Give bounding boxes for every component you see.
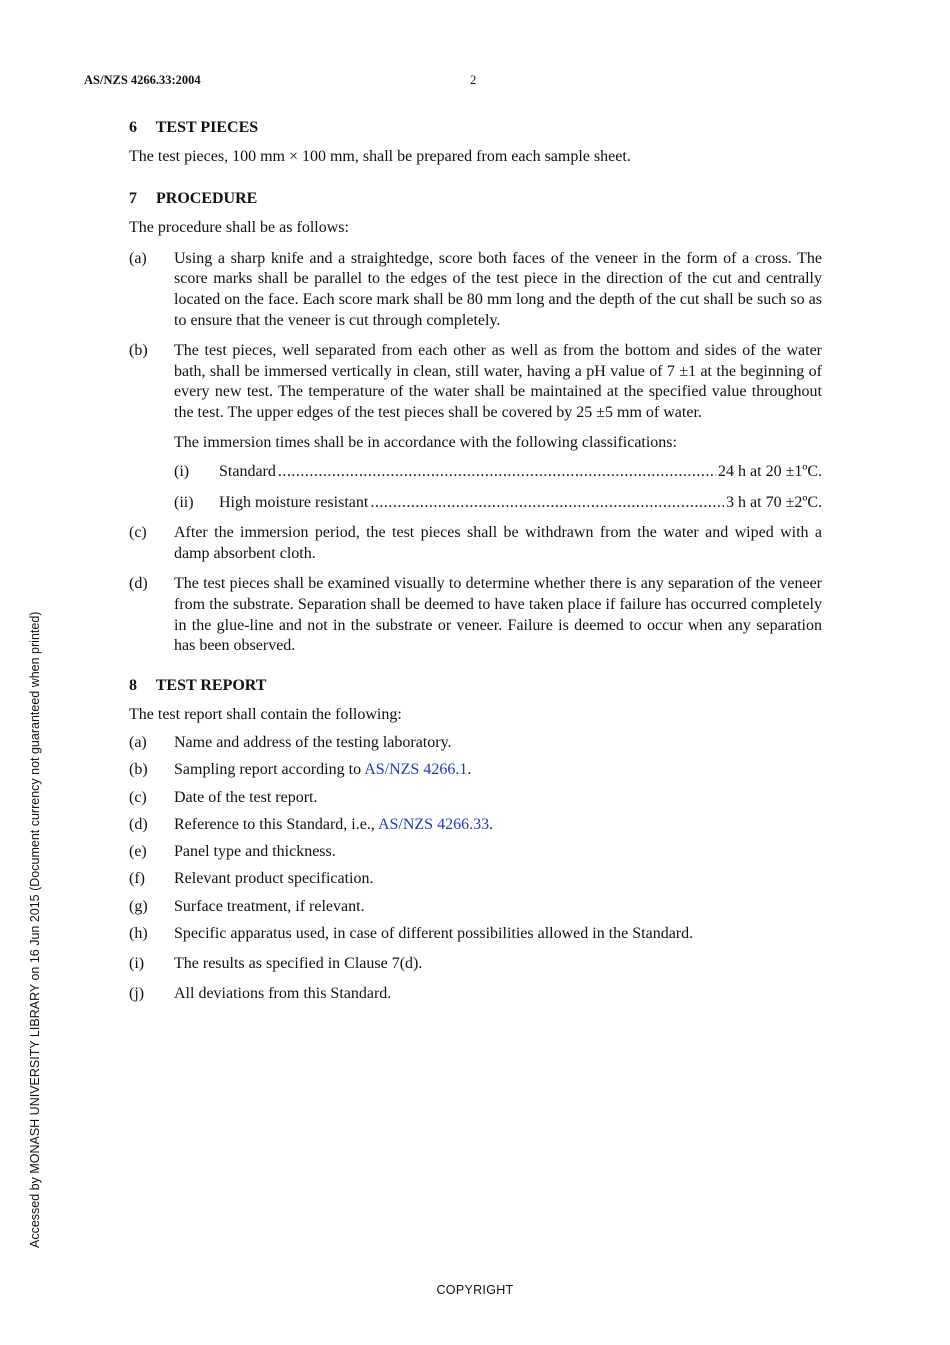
classification-value: 3 h at 70 ±2ºC. <box>726 493 822 511</box>
list-item <box>129 924 822 945</box>
list-item <box>129 815 822 836</box>
item-label: (j) <box>129 984 145 1002</box>
item-label: (h) <box>129 925 148 943</box>
section-procedure <box>129 188 822 657</box>
item-text: Date of the test report. <box>174 788 318 806</box>
item-label: (f) <box>129 870 145 888</box>
section-heading <box>129 675 822 697</box>
section-number: 6 <box>129 119 137 136</box>
item-label: (e) <box>129 843 147 861</box>
item-text: The test pieces shall be examined visually to determine whether there is any separation of the veneer from the substrate. Separation shall be deemed to have taken place if failure has occurred completely in the glue-line and not in the substrate or veneer. Failure is deemed to occur when any separation has been observed. <box>174 574 822 655</box>
classification-name: High moisture resistant <box>219 493 369 511</box>
section-title: TEST REPORT <box>155 677 267 695</box>
classification-label: (i) <box>174 462 190 480</box>
list-item <box>129 842 822 863</box>
section-heading <box>129 188 822 210</box>
page-number: 2 <box>470 73 477 87</box>
list-item <box>129 788 822 809</box>
access-watermark: Accessed by MONASH UNIVERSITY LIBRARY on 16 Jun 2015 (Document currency not guaranteed when printed) <box>28 611 42 1248</box>
item-text: Name and address of the testing laboratory. <box>174 733 452 751</box>
item-text-pre: Reference to this Standard, i.e., <box>174 815 378 833</box>
list-item <box>129 897 822 918</box>
classification-value: 24 h at 20 ±1ºC. <box>718 462 822 480</box>
list-item <box>129 523 822 565</box>
classification-label: (ii) <box>174 493 194 511</box>
section-number: 7 <box>129 189 137 207</box>
item-label: (a) <box>129 249 147 267</box>
item-label: (i) <box>129 954 145 972</box>
list-item <box>129 733 822 754</box>
list-item <box>129 249 822 332</box>
item-text-post: . <box>489 815 494 833</box>
paragraph: The test report shall contain the following: <box>129 706 402 724</box>
item-label: (a) <box>129 733 147 751</box>
list-item <box>129 341 822 424</box>
item-label: (b) <box>129 341 148 359</box>
list-item <box>129 760 822 781</box>
classification-row <box>174 493 822 514</box>
section-number: 8 <box>129 677 137 695</box>
list-item <box>129 574 822 657</box>
classification-list <box>129 462 822 514</box>
paragraph: The test pieces, 100 mm × 100 mm, shall be prepared from each sample sheet. <box>129 148 631 165</box>
item-text-pre: Sampling report according to <box>174 761 365 779</box>
classification-name: Standard <box>219 462 276 480</box>
item-text: Using a sharp knife and a straightedge, score both faces of the veneer in the form of a cross. The score marks shall be parallel to the edges of the test piece in the direction of the cut and centrally located on the face. Each score mark shall be 80 mm long and the depth of the cut shall be such so as to ensure that the veneer is cut through completely. <box>174 249 822 329</box>
item-label: (c) <box>129 788 147 806</box>
item-text: All deviations from this Standard. <box>174 984 392 1002</box>
item-text: Surface treatment, if relevant. <box>174 897 365 915</box>
standard-link-4266-33[interactable]: AS/NZS 4266.33 <box>377 815 490 833</box>
dot-leader <box>370 493 724 514</box>
item-text: Specific apparatus used, in case of different possibilities allowed in the Standard. <box>174 925 694 943</box>
item-label: (b) <box>129 761 148 779</box>
item-label: (c) <box>129 524 147 542</box>
item-text: After the immersion period, the test pieces shall be withdrawn from the water and wiped with a damp absorbent cloth. <box>174 524 822 563</box>
list-item <box>129 984 822 1005</box>
item-text: Relevant product specification. <box>174 870 374 888</box>
section-title: PROCEDURE <box>156 189 258 207</box>
item-text: The test pieces, well separated from each other as well as from the bottom and sides of the water bath, shall be immersed vertically in clean, still water, having a pH value of 7 ±1 at the beginning of every new test. The temperature of the water shall be maintained at the specified value throughout the test. The upper edges of the test pieces shall be covered by 25 ±5 mm of water. <box>174 341 822 422</box>
header-standard-code: AS/NZS 4266.33:2004 <box>84 73 201 87</box>
item-text: The results as specified in Clause 7(d). <box>174 954 423 972</box>
item-text-post: . <box>467 761 472 779</box>
item-label: (d) <box>129 815 148 833</box>
list-item <box>129 869 822 890</box>
immersion-intro: The immersion times shall be in accordance with the following classifications: <box>174 433 677 451</box>
classification-row <box>174 462 822 483</box>
procedure-list <box>129 249 822 658</box>
dot-leader <box>278 462 716 483</box>
report-list <box>129 733 822 1004</box>
section-test-report <box>129 675 822 1004</box>
copyright-footer: COPYRIGHT <box>436 1283 514 1297</box>
list-item <box>129 954 822 975</box>
item-label: (d) <box>129 574 148 592</box>
section-test-pieces <box>129 117 822 168</box>
section-heading <box>129 117 822 139</box>
item-text: Panel type and thickness. <box>174 843 336 861</box>
standard-link-4266-1[interactable]: AS/NZS 4266.1 <box>364 761 468 779</box>
paragraph: The procedure shall be as follows: <box>129 218 349 236</box>
section-title: TEST PIECES <box>155 119 259 136</box>
item-label: (g) <box>129 897 148 915</box>
document-body <box>129 117 822 1004</box>
